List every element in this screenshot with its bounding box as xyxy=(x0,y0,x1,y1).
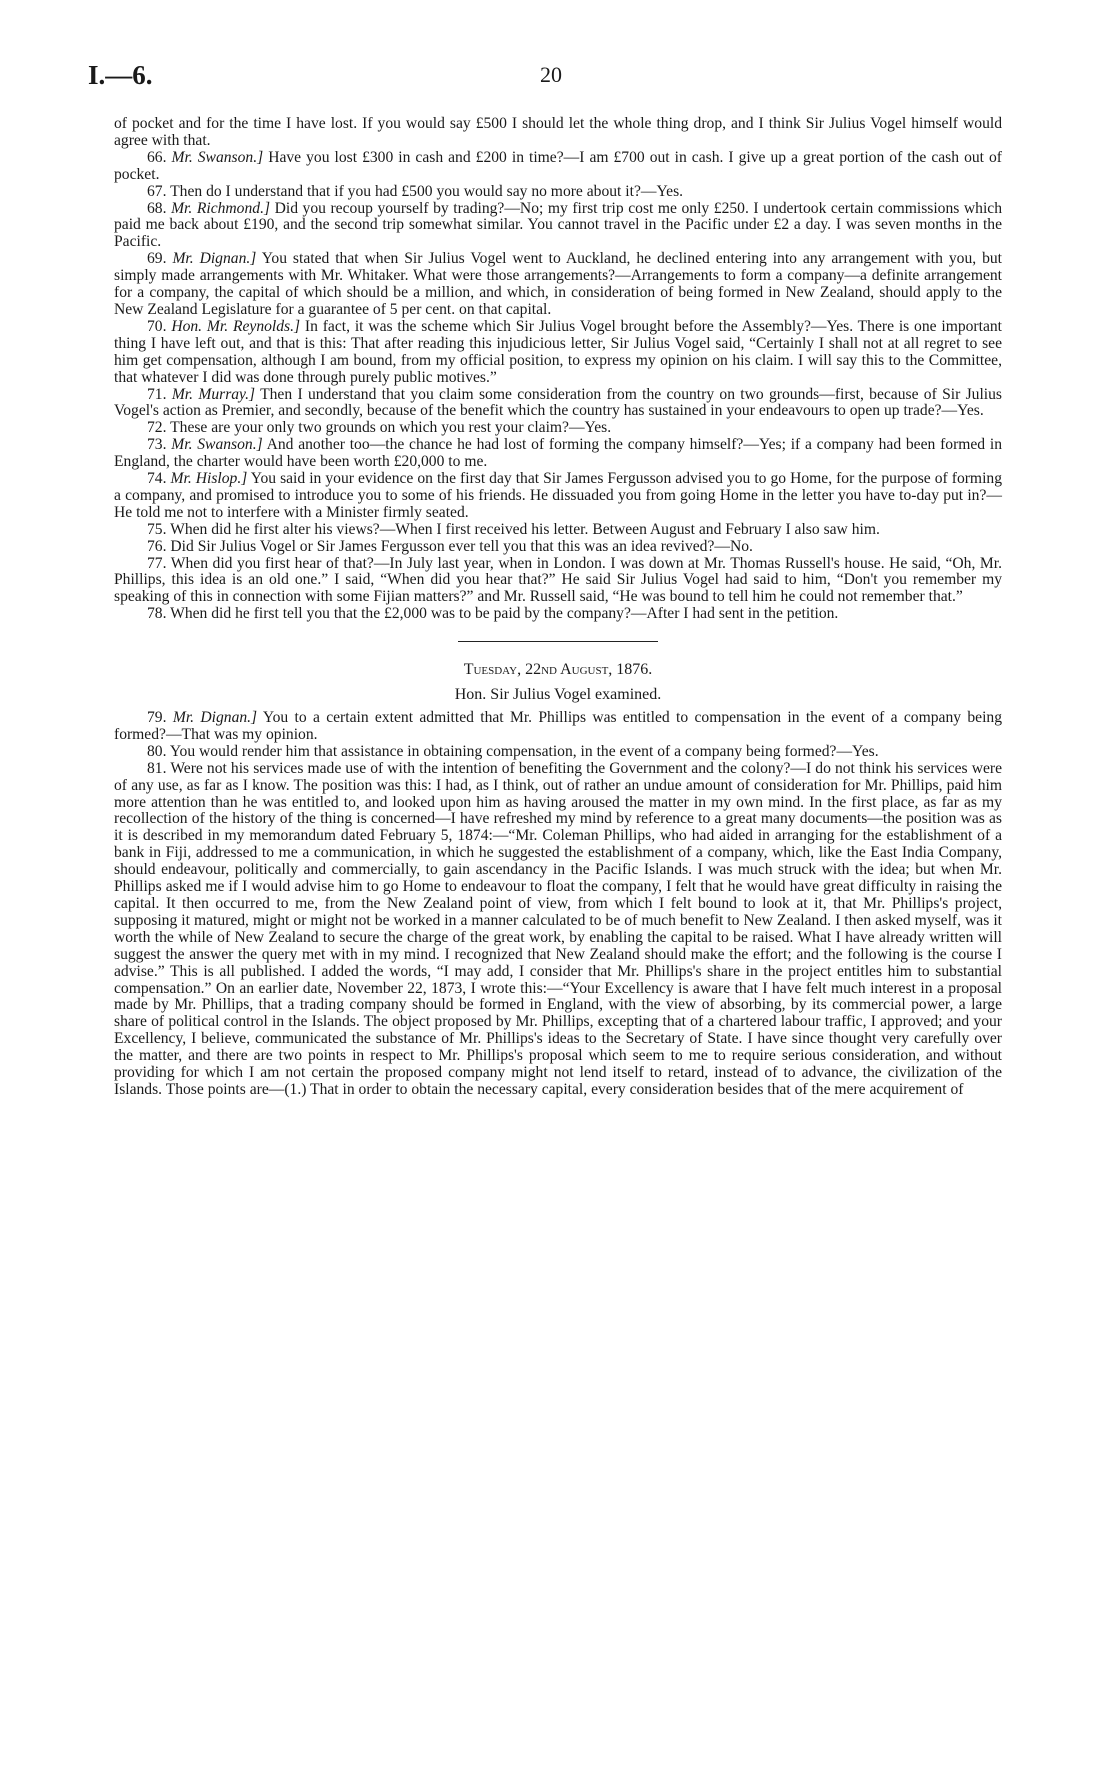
question-number: 67. xyxy=(147,182,167,200)
paragraph-text: And another too—the chance he had lost of forming the company himself?—Yes; if a company had been formed in England, the charter would have been worth £20,000 to me. xyxy=(114,436,1003,471)
paragraph xyxy=(114,420,1002,437)
paragraph xyxy=(114,319,1002,387)
speaker: Mr. Dignan.] xyxy=(172,250,257,268)
paragraph xyxy=(114,556,1002,607)
speaker: Hon. Mr. Reynolds.] xyxy=(171,317,301,335)
speaker: Mr. Murray.] xyxy=(171,385,256,403)
paragraph-text: You would render him that assistance in obtaining compensation, in the event of a company being formed?—Yes. xyxy=(169,742,879,760)
paragraph-text: These are your only two grounds on which you rest your claim?—Yes. xyxy=(170,419,612,437)
question-number: 80. xyxy=(147,742,167,760)
paragraph-text: of pocket and for the time I have lost. If you would say £500 I should let the whole thing drop, and I think Sir Julius Vogel himself would agree with that. xyxy=(114,115,1002,149)
paragraph xyxy=(114,606,1002,623)
question-number: 75. xyxy=(147,520,167,538)
paragraph-text: When did he first alter his views?—When I first received his letter. Between August and February I also saw him. xyxy=(170,520,880,538)
question-number: 71. xyxy=(147,385,167,403)
paragraph xyxy=(114,116,1002,150)
question-number: 68. xyxy=(147,199,167,217)
question-number: 76. xyxy=(147,537,167,555)
paragraph-text: Have you lost £300 in cash and £200 in time?—I am £700 out in cash. I give up a great portion of the cash out of pocket. xyxy=(114,148,1002,183)
paragraph-text: Did Sir Julius Vogel or Sir James Fergusson ever tell you that this was an idea revived?—No. xyxy=(170,537,753,555)
paragraph-text: In fact, it was the scheme which Sir Julius Vogel brought before the Assembly?—Yes. There is one important thing I have left out, and that is this: That after reading this injudicious letter, Sir Julius Vogel said, “Certainly I shall not at all regret to see him get compensation, although I am bound, from my official position, to express my opinion on his claim. I will say this to the Committee, that whatever I did was done through purely public motives.” xyxy=(114,317,1003,386)
paragraph-text: When did he first tell you that the £2,000 was to be paid by the company?—After I had sent in the petition. xyxy=(170,605,839,623)
paragraph xyxy=(114,437,1002,471)
evidence-section-1 xyxy=(114,116,1002,623)
paragraph xyxy=(114,184,1002,201)
question-number: 69. xyxy=(147,250,167,268)
page-number: 20 xyxy=(540,62,562,87)
document-body xyxy=(114,116,1002,1099)
speaker: Mr. Hislop.] xyxy=(170,470,248,488)
speaker: Mr. Richmond.] xyxy=(171,199,271,217)
evidence-section-2 xyxy=(114,710,1002,1099)
speaker: Mr. Dignan.] xyxy=(172,709,258,726)
question-number: 78. xyxy=(147,605,167,623)
question-number: 79. xyxy=(147,709,167,726)
paragraph xyxy=(114,710,1002,744)
section-divider xyxy=(458,641,658,642)
paragraph xyxy=(114,471,1002,522)
question-number: 77. xyxy=(147,554,167,572)
paragraph-text: You to a certain extent admitted that Mr. Phillips was entitled to compensation in the event of a company being formed?—That was my opinion. xyxy=(114,709,1003,743)
question-number: 81. xyxy=(147,759,167,777)
question-number: 66. xyxy=(147,148,167,166)
paragraph-text: You stated that when Sir Julius Vogel went to Auckland, he declined entering into any arrangement with you, but simply made arrangements with Mr. Whitaker. What were those arrangements?—Arrangements to form a company—a definite arrangement for a company, the capital of which should be a million, and which, in consideration of being formed in New Zealand, should apply to the New Zealand Legislature for a guarantee of 5 per cent. on that capital. xyxy=(114,250,1003,318)
paragraph-text: Then do I understand that if you had £500 you would say no more about it?—Yes. xyxy=(170,182,684,200)
question-number: 72. xyxy=(147,419,167,437)
paragraph-text: When did you first hear of that?—In July last year, when in London. I was down at Mr. Thomas Russell's house. He said, “Oh, Mr. Phillips, this idea is an old one.” I said, “When did you hear that?” He said Sir Julius Vogel had said to him, “Don't you remember my speaking of this in connection with some Fijian matters?” and Mr. Russell said, “He was bound to tell him he could not remember that.” xyxy=(114,554,1002,606)
paragraph-text: Then I understand that you claim some consideration from the country on two grounds—first, because of Sir Julius Vogel's action as Premier, and secondly, because of the benefit which the country has sustained in your endeavours to open up trade?—Yes. xyxy=(114,385,1002,420)
speaker: Mr. Swanson.] xyxy=(171,436,263,454)
speaker: Mr. Swanson.] xyxy=(171,148,264,166)
witness-heading: Hon. Sir Julius Vogel examined. xyxy=(454,686,662,704)
paragraph xyxy=(114,744,1002,761)
paragraph-text: Did you recoup yourself by trading?—No; my first trip cost me only £250. I undertook certain commissions which paid me back about £190, and the second trip somewhat similar. You cannot travel in the Pacific under £2 a day. I was seven months in the Pacific. xyxy=(114,199,1003,251)
question-number: 73. xyxy=(147,436,167,454)
document-reference: I.—6. xyxy=(88,60,153,90)
paragraph xyxy=(114,522,1002,539)
paragraph xyxy=(114,251,1002,319)
paragraph xyxy=(114,150,1002,184)
paragraph xyxy=(114,387,1002,421)
question-number: 70. xyxy=(147,317,167,335)
question-number: 74. xyxy=(147,470,167,488)
paragraph-text: You said in your evidence on the first day that Sir James Fergusson advised you to go Home, for the purpose of forming a company, and promised to introduce you to some of his friends. He dissuaded you from going Home in the letter you have to-day put in?—He told me not to interfere with a Minister firmly seated. xyxy=(114,470,1002,521)
paragraph xyxy=(114,201,1002,252)
paragraph xyxy=(114,761,1002,1099)
section-date: Tuesday, 22nd August, 1876. xyxy=(463,661,653,679)
paragraph-text: Were not his services made use of with the intention of benefiting the Government and the colony?—I do not think his services were of any use, as far as I know. The position was this: I had, as I think, out of rather an undue amount of consideration for Mr. Phillips, paid him more attention than he was entitled to, and looked upon him as having aroused the matter in my own mind. In the first place, as far as my recollection of the history of the thing is concerned—I have refreshed my mind by reference to a great many documents—the position was as it is described in my memorandum dated February 5, 1874:—“Mr. Coleman Phillips, who had aided in arranging for the establishment of a bank in Fiji, addressed to me a communication, in which he suggested the establishment of a company, which, like the East India Company, should endeavour, politically and commercially, to gain ascendancy in the Pacific Islands. I was much struck with the idea; but when Mr. Phillips asked me if I would advise him to go Home to endeavour to float the company, I felt that he would have great difficulty in raising the capital. It then occurred to me, from the New Zealand point of view, from which I felt bound to look at it, that Mr. Phillips's project, supposing it matured, might or might not be worked in a manner calculated to be of much benefit to New Zealand. I then asked myself, was it worth the while of New Zealand to secure the charge of the great work, by enabling the capital to be raised. What I have already written will suggest the answer the query met with in my mind. I recognized that New Zealand should make the effort; and the following is the course I advise.” This is all published. I added the words, “I may add, I consider that Mr. Phillips's share in the project entitles him to substantial compensation.” On an earlier date, November 22, 1873, I wrote this:—“Your Excellency is aware that I have felt much interest in a proposal made by Mr. Phillips, that a trading company should be formed in England, with the view of absorbing, by its commercial power, a large share of political control in the Islands. The object proposed by Mr. Phillips, excepting that of a chartered labour traffic, I approved; and your Excellency, I believe, communicated the substance of Mr. Phillips's ideas to the Secretary of State. I have since thought very carefully over the matter, and there are two points in respect to Mr. Phillips's proposal which seem to me to require serious consideration, and without providing for which I am not certain the proposed company might not lend itself to retard, instead of to advance, the civilization of the Islands. Those points are—(1.) That in order to obtain the necessary capital, every consideration besides that of the mere acquirement of xyxy=(114,759,1002,1098)
paragraph xyxy=(114,539,1002,556)
